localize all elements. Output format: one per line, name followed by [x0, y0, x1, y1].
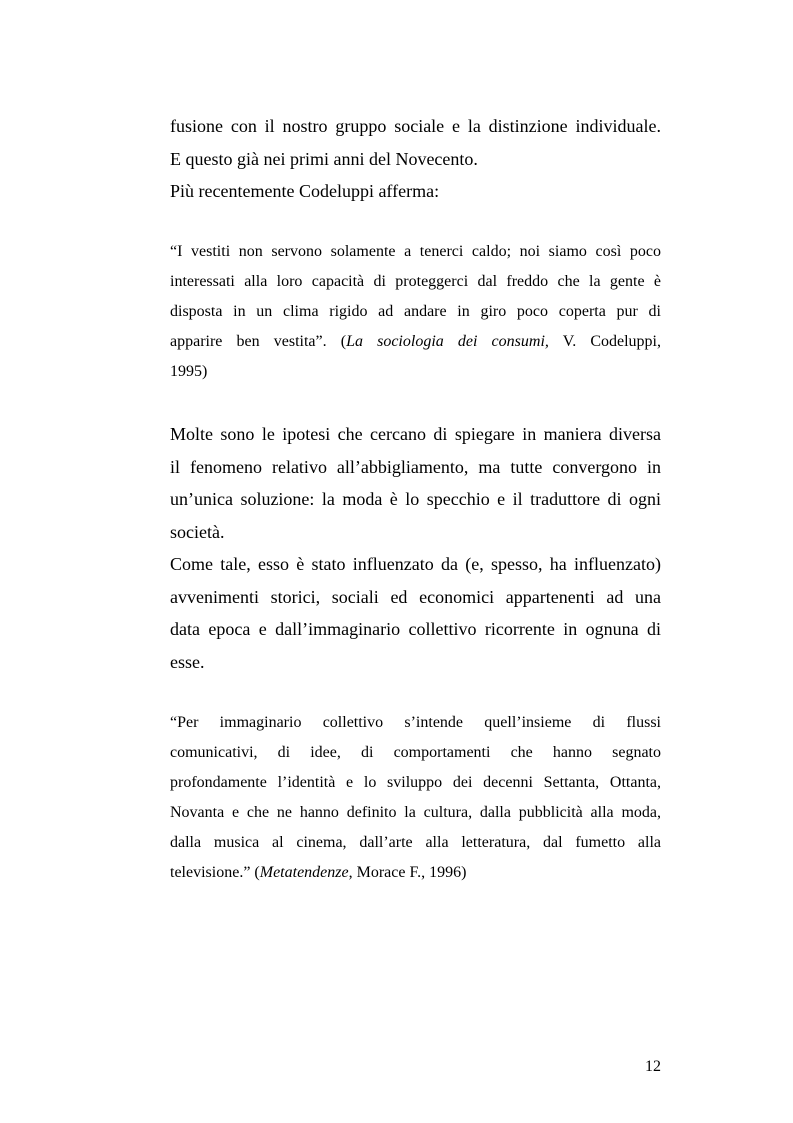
text-line: il fenomeno relativo all’abbigliamento, ma tutte convergono in — [170, 456, 661, 477]
text-line: “I vestiti non servono solamente a tenerci caldo; noi siamo così poco — [170, 243, 661, 260]
citation-prefix: apparire ben vestita”. ( — [170, 333, 347, 350]
text-line: 1995) — [170, 363, 208, 380]
citation-prefix: televisione.” ( — [170, 864, 260, 881]
citation-title: La sociologia dei consumi, — [346, 333, 549, 350]
citation-title: Metatendenze — [259, 864, 349, 881]
quote-morace — [170, 708, 661, 888]
page-number: 12 — [645, 1058, 661, 1075]
paragraph-intro-text — [170, 110, 661, 208]
quote-morace-text — [170, 708, 661, 888]
citation-author: , Morace F., 1996) — [348, 864, 467, 881]
text-line: interessati alla loro capacità di proteggerci dal freddo che la gente è — [170, 273, 661, 290]
text-line: data epoca e dall’immaginario collettivo ricorrente in ognuna di — [170, 619, 661, 639]
text-line: comunicativi, di idee, di comportamenti che hanno segnato — [170, 744, 661, 761]
text-line: avvenimenti storici, sociali ed economici appartenenti ad una — [170, 586, 661, 607]
text-line: dalla musica al cinema, dall’arte alla letteratura, dal fumetto alla — [170, 834, 661, 851]
paragraph-main-text — [170, 418, 661, 678]
text-line: “Per immaginario collettivo s’intende quell’insieme di flussi — [170, 714, 661, 731]
paragraph-intro — [170, 110, 661, 208]
paragraph-main — [170, 418, 661, 678]
text-line: E questo già nei primi anni del Novecento. — [170, 148, 478, 169]
text-line: fusione con il nostro gruppo sociale e la distinzione individuale. — [170, 116, 661, 136]
text-line: società. — [170, 521, 225, 542]
quote-codeluppi-text — [170, 237, 661, 387]
text-line: Novanta e che ne hanno definito la cultura, dalla pubblicità alla moda, — [170, 804, 661, 821]
text-line: un’unica soluzione: la moda è lo specchio e il traduttore di ogni — [170, 489, 661, 509]
text-line-citation — [170, 858, 661, 888]
quote-codeluppi — [170, 237, 661, 387]
text-line: Molte sono le ipotesi che cercano di spiegare in maniera diversa — [170, 424, 661, 444]
text-line: profondamente l’identità e lo sviluppo dei decenni Settanta, Ottanta, — [170, 774, 661, 791]
text-line: Come tale, esso è stato influenzato da (e, spesso, ha influenzato) — [170, 554, 661, 574]
text-line: Più recentemente Codeluppi afferma: — [170, 181, 440, 201]
citation-author: V. Codeluppi, — [548, 333, 661, 350]
text-line: esse. — [170, 651, 205, 672]
text-line-citation — [170, 327, 661, 357]
text-line: disposta in un clima rigido ad andare in giro poco coperta pur di — [170, 303, 661, 320]
